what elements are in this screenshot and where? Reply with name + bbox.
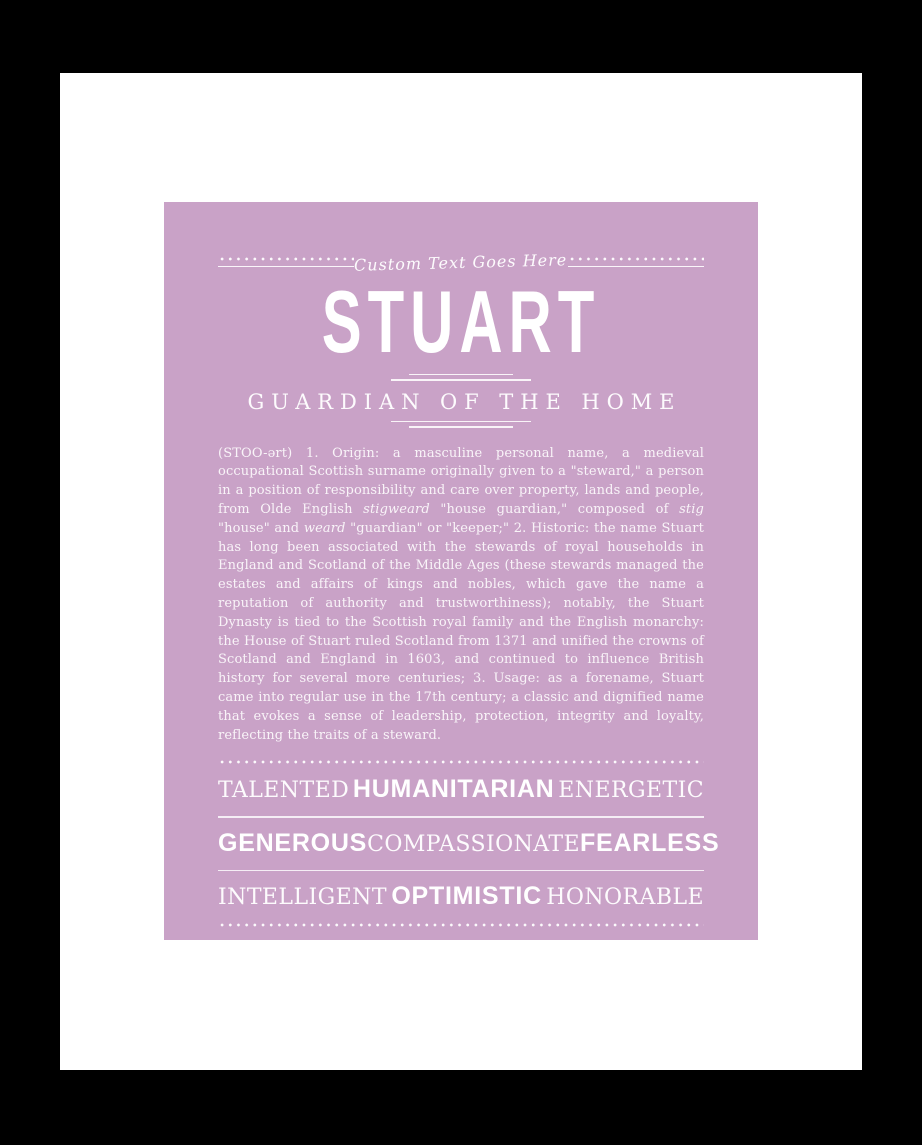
rule-line [391,379,531,381]
definition-segment: "guardian" or "keeper;" 2. Historic: the name Stuart has long been associated with the stewards of royal households in England and Scotland of the Middle Ages (these stewards managed the estates and affairs of kings and nobles, which gave the name a reputation of authority and trustworthiness); notably, the Stuart Dynasty is tied to the Scottish royal family and the English monarchy: the House of Stuart ruled Scotland from 1371 and unified the crowns of Scotland and England in 1603, and continued to influence British history for several more centuries; 3. Usage: as a forename, Stuart came into regular use in the 17th century; a classic and dignified name that evokes a sense of leadership, protection, integrity and loyalty, reflecting the traits of a steward. [218,520,704,743]
dotted-divider-top [218,760,704,764]
trait-word: FEARLESS [580,828,720,857]
name-art-poster [164,202,758,940]
definition-italic-term: stigweard [363,501,430,517]
custom-text-row [218,250,704,274]
dotted-divider-bottom [218,923,704,927]
definition-segment: (STOO-ərt) 1. Origin: a masculine personal name, a medieval occupational Scottish surname originally given to a "steward," a person in a position of responsibility and care over property, lands and people, from Olde English [218,445,704,517]
trait-word: INTELLIGENT [218,885,387,911]
traits-section [218,760,720,927]
trait-word: OPTIMISTIC [391,882,542,911]
trait-word: TALENTED [218,778,350,804]
dots-line-icon [218,257,354,261]
rule-line [391,421,531,423]
trait-divider [218,870,704,872]
trait-word: COMPASSIONATE [367,831,581,857]
rule-line [568,266,704,268]
trait-word: GENEROUS [218,828,368,857]
definition-text [218,445,704,746]
rule-pair-below-meaning [218,421,704,428]
name-title: STUART [321,272,601,371]
trait-row [218,879,704,915]
rule-line [409,374,513,376]
definition-italic-term: weard [303,520,346,536]
rule-line [409,426,513,428]
trait-word: ENERGETIC [558,778,704,804]
mat-board [60,73,862,1070]
dotted-ornament-right [568,257,704,268]
trait-row [218,772,704,808]
definition-segment: "house" and [218,520,304,536]
trait-word: HUMANITARIAN [352,775,555,804]
definition-segment: "house guardian," composed of [429,501,680,517]
rule-pair-above-meaning [218,374,704,381]
trait-divider [218,816,704,818]
dots-line-icon [568,257,704,261]
custom-text: Custom Text Goes Here [354,249,568,275]
dotted-ornament-left [218,257,354,268]
trait-row [218,826,720,862]
rule-line [218,266,354,268]
definition-italic-term: stig [679,501,704,517]
trait-word: HONORABLE [546,885,704,911]
name-meaning: GUARDIAN OF THE HOME [247,389,682,414]
